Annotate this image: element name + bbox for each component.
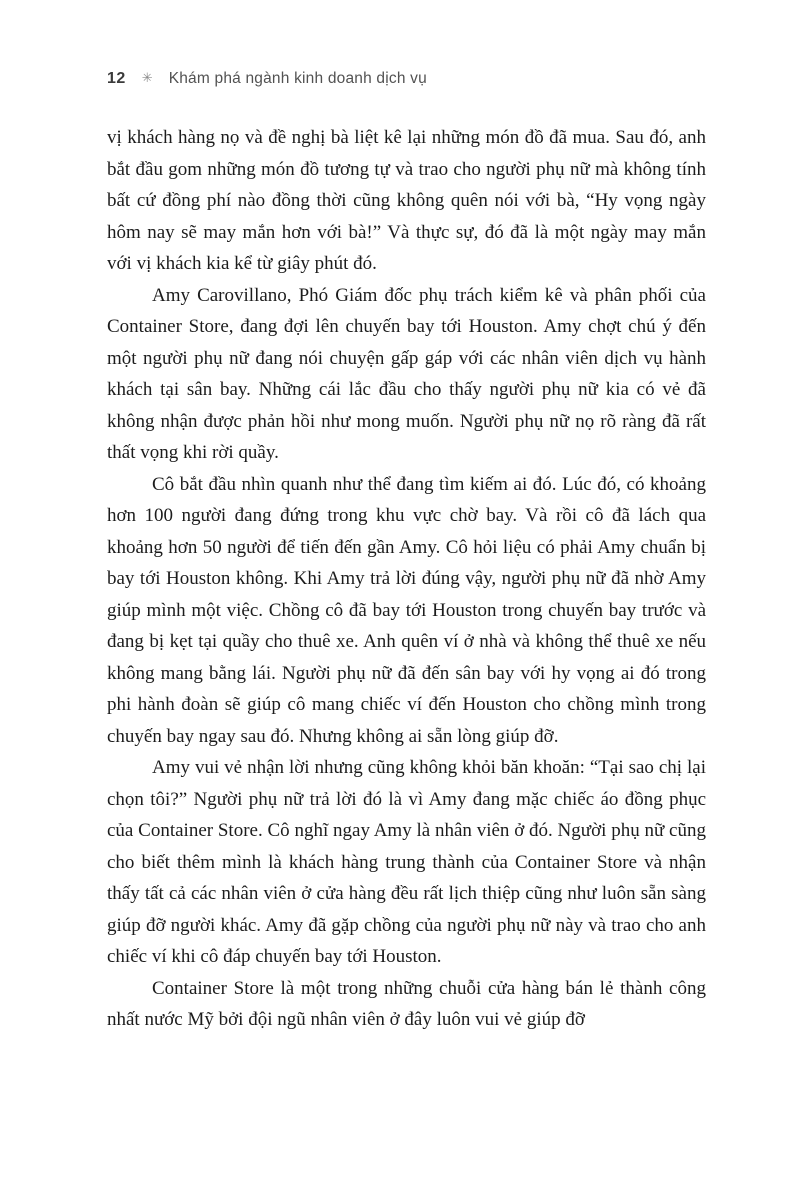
paragraph: Cô bắt đầu nhìn quanh như thể đang tìm kiếm ai đó. Lúc đó, có khoảng hơn 100 người đang đứng trong khu vực chờ bay. Và rồi cô đã lách qua khoảng hơn 50 người để tiến đến gần Amy. Cô hỏi liệu có phải Amy chuẩn bị bay tới Houston không. Khi Amy trả lời đúng vậy, người phụ nữ đã nhờ Amy giúp mình một việc. Chồng cô đã bay tới Houston trong chuyến bay trước và đang bị kẹt tại quầy cho thuê xe. Anh quên ví ở nhà và không thể thuê xe nếu không mang bằng lái. Người phụ nữ đã đến sân bay với hy vọng ai đó trong phi hành đoàn sẽ giúp cô mang chiếc ví đến Houston cho chồng mình trong chuyến bay ngay sau đó. Nhưng không ai sẵn lòng giúp đỡ. xyxy=(107,473,706,747)
paragraph: vị khách hàng nọ và đề nghị bà liệt kê lại những món đồ đã mua. Sau đó, anh bắt đầu gom những món đồ tương tự và trao cho người phụ nữ mà không tính bất cứ đồng phí nào đồng thời cũng không quên nói với bà, “Hy vọng ngày hôm nay sẽ may mắn hơn với bà!” Và thực sự, đó đã là một ngày may mắn với vị khách kia kể từ giây phút đó. xyxy=(107,127,706,274)
page-header xyxy=(107,70,706,88)
paragraph: Amy Carovillano, Phó Giám đốc phụ trách kiểm kê và phân phối của Container Store, đang đợi lên chuyến bay tới Houston. Amy chợt chú ý đến một người phụ nữ đang nói chuyện gấp gáp với các nhân viên dịch vụ hành khách tại sân bay. Những cái lắc đầu cho thấy người phụ nữ kia có vẻ đã không nhận được phản hồi như mong muốn. Người phụ nữ nọ rõ ràng đã rất thất vọng khi rời quầy. xyxy=(107,284,706,463)
asterisk-icon: ✳ xyxy=(141,70,153,85)
paragraph: Container Store là một trong những chuỗi cửa hàng bán lẻ thành công nhất nước Mỹ bởi đội ngũ nhân viên ở đây luôn vui vẻ giúp đỡ xyxy=(107,977,706,1030)
running-title: Khám phá ngành kinh doanh dịch vụ xyxy=(168,70,427,87)
page-number: 12 xyxy=(107,70,126,87)
paragraph: Amy vui vẻ nhận lời nhưng cũng không khỏi băn khoăn: “Tại sao chị lại chọn tôi?” Người phụ nữ trả lời đó là vì Amy đang mặc chiếc áo đồng phục của Container Store. Cô nghĩ ngay Amy là nhân viên ở đó. Người phụ nữ cũng cho biết thêm mình là khách hàng trung thành của Container Store và nhận thấy tất cả các nhân viên ở cửa hàng đều rất lịch thiệp cũng như luôn sẵn sàng giúp đỡ người khác. Amy đã gặp chồng của người phụ nữ này và trao cho anh chiếc ví khi cô đáp chuyến bay tới Houston. xyxy=(107,757,706,967)
page-body xyxy=(107,122,706,1036)
